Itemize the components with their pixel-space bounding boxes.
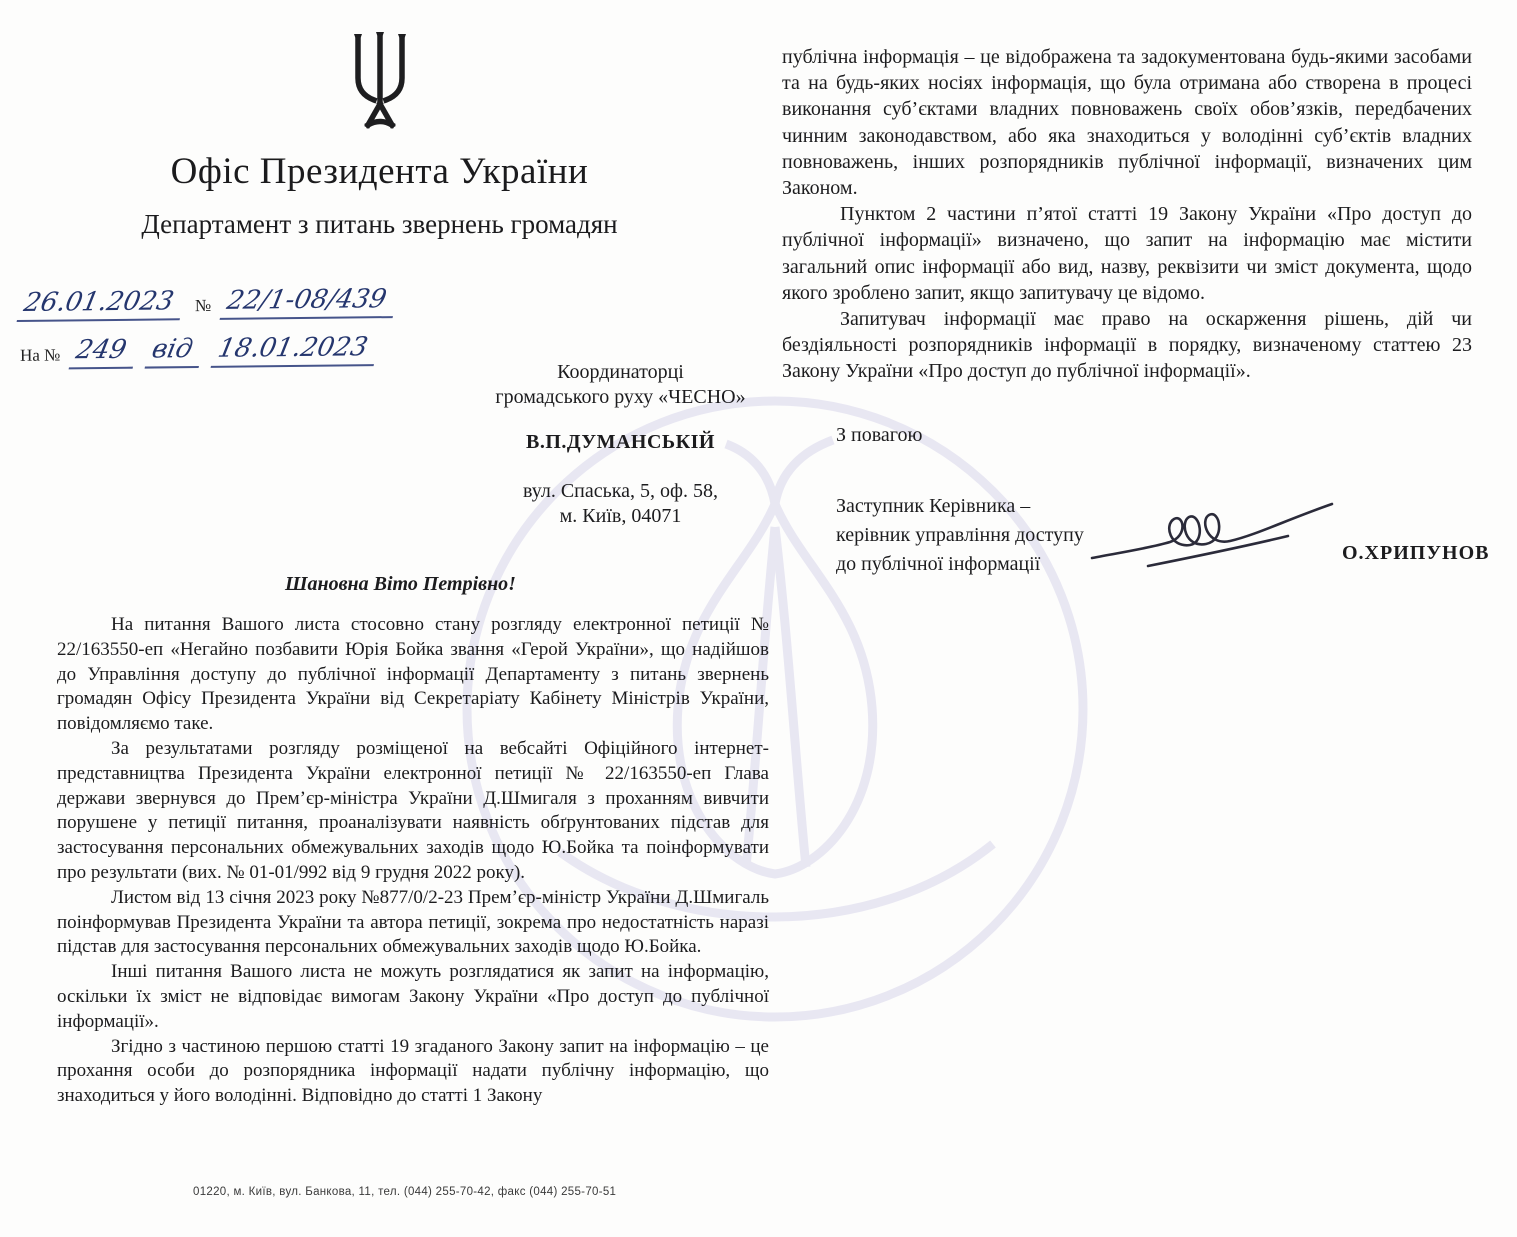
body-paragraph: За результатами розгляду розміщеної на вебсайті Офіційного інтернет-представництва Президента України електронної петиції № 22/163550-еп Глава держави звернувся до Прем’єр-міністра України Д.Шмигаля з проханням вивчити порушене у петиції питання, проаналізувати наявність обґрунтованих підстав для застосування персональних обмежувальних заходів щодо Ю.Бойка та поінформувати про результати (вих. № 01-01/992 від 9 грудня 2022 року).: [57, 737, 769, 883]
body-paragraph: Запитувач інформації має право на оскарження рішень, дій чи бездіяльності розпорядників інформації в порядку, визначеному статтею 23 Закону України «Про доступ до публічної інформації».: [782, 308, 1472, 383]
signer-title-line1: Заступник Керівника –: [836, 495, 1031, 517]
letterhead: [57, 28, 702, 240]
recipient-role-line2: громадського руху «ЧЕСНО»: [495, 386, 746, 408]
incoming-reference-label: На №: [19, 345, 61, 365]
signature-scribble: [1088, 496, 1338, 581]
signer-name: О.ХРИПУНОВ: [1342, 542, 1490, 564]
department-name: Департамент з питань звернень громадян: [141, 209, 618, 239]
regards-line: З повагою: [836, 424, 923, 446]
recipient-address-line2: м. Київ, 04071: [559, 505, 682, 527]
body-paragraph: Інші питання Вашого листа не можуть розглядатися як запит на інформацію, оскільки їх зміст не відповідає вимогам Закону України «Про доступ до публічної інформації».: [57, 961, 769, 1032]
letter-body-right-column: [782, 44, 1472, 385]
outgoing-number-handwritten: 22/1-08/439: [220, 284, 400, 320]
outgoing-reference-line: [20, 284, 396, 322]
letter-body-left-column: [57, 613, 769, 1109]
signer-title-block: [836, 492, 1084, 579]
org-name: Офіс Президента України: [170, 151, 589, 192]
body-paragraph: На питання Вашого листа стосовно стану розгляду електронної петиції № 22/163550-еп «Негайно позбавити Юрія Бойка звання «Герой України», що надійшов до Управління доступу до публічної інформації Департаменту з питань звернень громадян Офісу Президента України від Секретаріату Кабінету Міністрів України, повідомляємо таке.: [57, 614, 769, 735]
number-sign: №: [194, 295, 212, 316]
body-paragraph: Листом від 13 січня 2023 року №877/0/2-23 Прем’єр-міністр України Д.Шмигаль поінформував Президента України та автора петиції, зокрема про недостатність наразі підстав для застосування персональних обмежувальних заходів щодо Ю.Бойка.: [57, 886, 769, 958]
body-paragraph: Згідно з частиною першою статті 19 згаданого Закону запит на інформацію – це прохання особи до розпорядника інформації надати публічну інформацію, що знаходиться у його володінні. Відповідно до статті 1 Закону: [57, 1035, 769, 1107]
salutation: Шановна Віто Петрівно!: [285, 573, 516, 595]
footer-address: 01220, м. Київ, вул. Банкова, 11, тел. (044) 255-70-42, факс (044) 255-70-51: [193, 1186, 617, 1198]
ukraine-trident-icon: [346, 32, 414, 134]
incoming-reference-line: [20, 332, 377, 370]
incoming-number-handwritten: 249: [69, 335, 140, 370]
body-paragraph: Пунктом 2 частини п’ятої статті 19 Закону України «Про доступ до публічної інформації» визначено, що запит на інформацію має містити загальний опис інформації або вид, назву, реквізити чи зміст документа, щодо якого зроблено запит, якщо запитувачу це відомо.: [782, 203, 1472, 304]
recipient-address-line1: вул. Спаська, 5, оф. 58,: [522, 480, 719, 502]
recipient-role-line1: Координаторці: [557, 361, 684, 383]
recipient-block: [478, 360, 763, 529]
vid-handwritten: від: [145, 334, 206, 369]
incoming-date-handwritten: 18.01.2023: [210, 332, 380, 368]
body-paragraph: публічна інформація – це відображена та задокументована будь-якими засобами та на будь-яких носіях інформація, що була отримана або створена в процесі виконання суб’єктами владних повноважень своїх обов’язків, передбачених чинним законодавством, або яка знаходиться у володінні суб’єктів владних повноважень, інших розпорядників публічної інформації, визначених цим Законом.: [782, 46, 1472, 200]
recipient-name: В.П.ДУМАНСЬКІЙ: [526, 431, 715, 453]
outgoing-date-handwritten: 26.01.2023: [17, 286, 187, 322]
signer-title-line2: керівник управління доступу: [836, 524, 1084, 546]
signer-title-line3: до публічної інформації: [836, 553, 1041, 575]
